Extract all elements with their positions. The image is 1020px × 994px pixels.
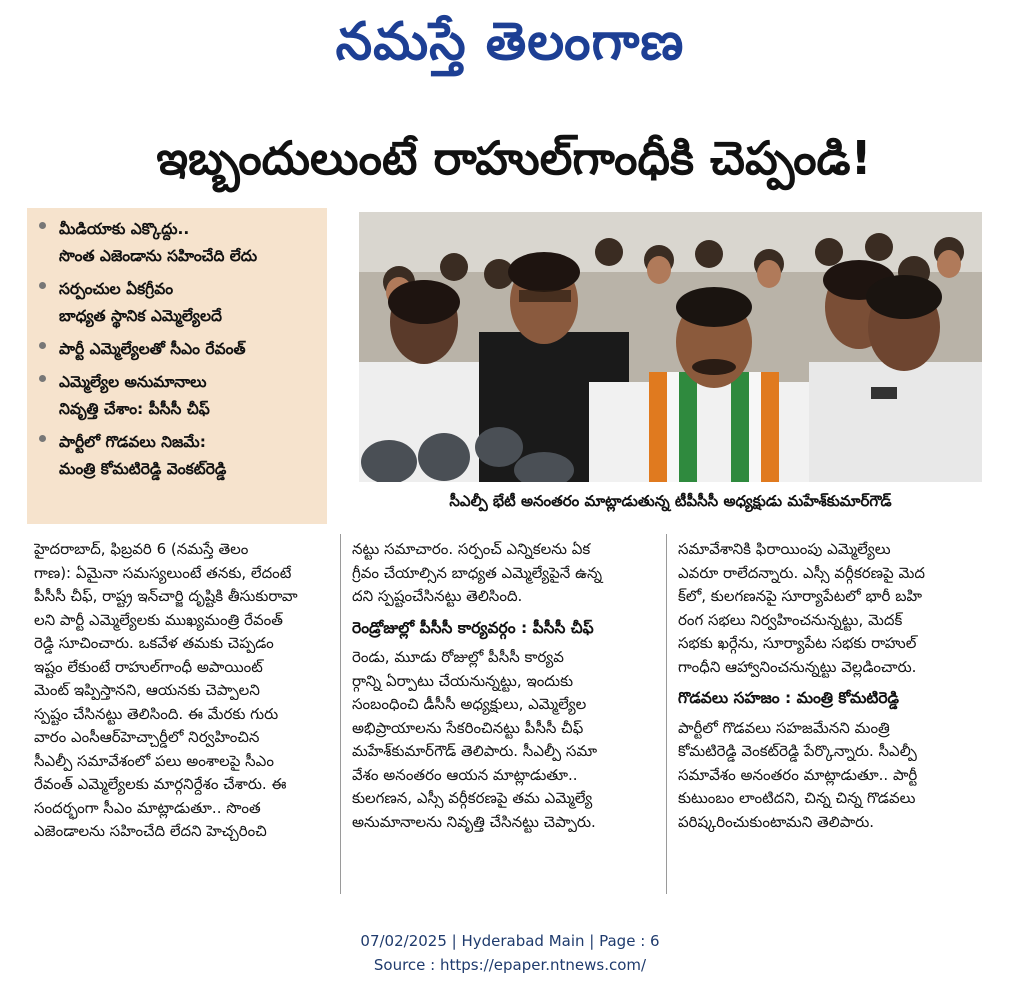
headline <box>24 118 1004 198</box>
article-line: ఎజెండాలను సహించేది లేదని హెచ్చరించి <box>34 822 267 840</box>
article-line: రెండు, మూడు రోజుల్లో పీసీసీ కార్యవ <box>352 648 564 666</box>
article-line: రెడ్డి సూచించారు. ఒకవేళ తమకు చెప్పడం <box>34 634 274 652</box>
article-column-1 <box>34 538 332 844</box>
highlights-list <box>27 208 327 483</box>
article-column-2 <box>352 538 658 834</box>
article-column-3 <box>678 538 984 834</box>
article-line: క్‌లో, కులగణనపై సూర్యాపేటలో భారీ బహి <box>678 587 922 605</box>
article-line: సమావేశానికి ఫిరాయింపు ఎమ్మెల్యేలు <box>678 540 891 558</box>
news-photo <box>359 212 982 482</box>
article-line: ర్గాన్ని ఏర్పాటు చేయనున్నట్టు, ఇందుకు <box>352 671 574 690</box>
article-line: కోమటిరెడ్డి వెంకట్‌రెడ్డి పేర్కొన్నారు. సీఎల్పీ <box>678 742 917 760</box>
highlights-box <box>27 208 327 524</box>
highlight-line: బాధ్యత స్థానిక ఎమ్మెల్యేలదే <box>59 307 222 325</box>
bullet-icon <box>39 222 46 229</box>
highlight-item <box>37 336 321 363</box>
article-line: మెంట్‌ ఇప్పిస్తానని, ఆయనకు చెప్పాలని <box>34 681 260 699</box>
highlight-item <box>37 216 321 270</box>
section-subheading: గొడవలు సహజం : మంత్రి కోమటిరెడ్డి <box>678 689 900 707</box>
article-line: పీసీసీ చీఫ్‌, రాష్ట్ర ఇన్‌చార్జి దృష్టికి తీసుకురావా <box>34 587 298 605</box>
column-divider <box>340 534 341 894</box>
highlight-item <box>37 369 321 423</box>
masthead-title: నమస్తే తెలంగాణ <box>335 12 685 72</box>
article-line: వారం ఎంసీఆర్‌హెచ్చార్డీలో నిర్వహించిన <box>34 728 260 746</box>
article-line: గాణ): ఏమైనా సమస్యలుంటే తనకు, లేదంటే <box>34 563 292 582</box>
article-line: పార్టీలో గొడవలు సహజమేనని మంత్రి <box>678 718 890 737</box>
highlight-item <box>37 276 321 330</box>
highlight-line: సొంత ఎజెండాను సహించేది లేదు <box>59 247 258 265</box>
footer-source[interactable]: Source : https://epaper.ntnews.com/ <box>373 956 647 974</box>
masthead-logo <box>0 4 1020 80</box>
bullet-icon <box>39 435 46 442</box>
crowd-photo-illustration <box>359 212 982 482</box>
article-line: సందర్భంగా సీఎం మాట్లాడుతూ.. సొంత <box>34 798 261 817</box>
highlight-line: ఎమ్మెల్యేల అనుమానాలు <box>59 373 207 391</box>
article-line: మహేశ్‌కుమార్‌గౌడ్‌ తెలిపారు. సీఎల్పీ సమా <box>352 742 598 760</box>
highlight-line: మీడియాకు ఎక్కొద్దు.. <box>59 220 190 238</box>
highlight-line: నివృత్తి చేశాం: పీసీసీ చీఫ్ <box>59 400 210 418</box>
article-line: గాంధీని ఆహ్వానించనున్నట్టు వెల్లడించారు. <box>678 657 917 676</box>
section-subheading: రెండ్రోజుల్లో పీసీసీ కార్యవర్గం : పీసీసీ చీఫ్‌ <box>352 618 594 637</box>
article-line: దని స్పష్టంచేసినట్టు తెలిసింది. <box>352 587 523 605</box>
footer-date-edition: 07/02/2025 | Hyderabad Main | Page : 6 <box>360 932 660 950</box>
article-line: హైదరాబాద్‌, ఫిబ్రవరి 6 (నమస్తే తెలం <box>34 540 249 558</box>
article-line: రంగ సభలు నిర్వహించనున్నట్టు, మెదక్‌ <box>678 610 903 629</box>
highlight-line: పార్టీలో గొడవలు నిజమే: <box>59 433 206 451</box>
column-divider <box>666 534 667 894</box>
article-line: సమావేశం అనంతరం మాట్లాడుతూ.. పార్టీ <box>678 765 918 784</box>
article-line: నట్టు సమాచారం. సర్పంచ్‌ ఎన్నికలను ఏక <box>352 540 591 558</box>
headline-text: ఇబ్బందులుంటే రాహుల్‌గాంధీకి చెప్పండి! <box>156 131 872 185</box>
article-line: ఇష్టం లేకుంటే రాహుల్‌గాంధీ అపాయింట్‌ <box>34 657 263 676</box>
bullet-icon <box>39 342 46 349</box>
article-line: సీఎల్పీ సమావేశంలో పలు అంశాలపై సీఎం <box>34 751 274 770</box>
photo-caption-text: సీఎల్పీ భేటీ అనంతరం మాట్లాడుతున్న టీపీసీసీ అధ్యక్షుడు మహేశ్‌కుమార్‌గౌడ్ <box>449 492 892 510</box>
article-line: ఎవరూ రాలేదన్నారు. ఎస్సీ వర్గీకరణపై మెద <box>678 563 925 582</box>
bullet-icon <box>39 282 46 289</box>
article-line: పరిష్కరించుకుంటామని తెలిపారు. <box>678 812 875 831</box>
highlight-item <box>37 429 321 483</box>
article-line: లని పార్టీ ఎమ్మెల్యేలకు ముఖ్యమంత్రి రేవంత్‌ <box>34 610 283 629</box>
article-line: అభిప్రాయాలను సేకరించినట్టు పీసీసీ చీఫ్‌ <box>352 718 584 737</box>
article-line: సభకు ఖర్గేను, సూర్యాపేట సభకు రాహుల్‌ <box>678 634 917 652</box>
article-line: అనుమానాలను నివృత్తి చేసినట్టు చెప్పారు. <box>352 812 596 831</box>
article-line: స్పష్టం చేసినట్టు తెలిసింది. ఈ మేరకు గురు <box>34 704 279 723</box>
article-line: కులగణన, ఎస్సీ వర్గీకరణపై తమ ఎమ్మెల్యే <box>352 789 593 807</box>
bullet-icon <box>39 375 46 382</box>
article-line: రేవంత్‌ ఎమ్మెల్యేలకు మార్గనిర్దేశం చేశారు. ఈ <box>34 775 287 793</box>
highlight-line: పార్టీ ఎమ్మెల్యేలతో సీఎం రేవంత్ <box>59 340 246 358</box>
photo-caption <box>359 484 982 518</box>
article-line: వేశం అనంతరం ఆయన మాట్లాడుతూ.. <box>352 765 578 784</box>
highlight-line: సర్పంచుల ఏకగ్రీవం <box>59 280 174 298</box>
highlight-line: మంత్రి కోమటిరెడ్డి వెంకట్‌రెడ్డి <box>59 460 227 478</box>
article-line: కుటుంబం లాంటిదని, చిన్న చిన్న గొడవలు <box>678 789 916 807</box>
article-line: సంబంధించి డీసీసీ అధ్యక్షులు, ఎమ్మెల్యేల <box>352 695 587 713</box>
article-line: గ్రీవం చేయాల్సిన బాధ్యత ఎమ్మెల్యేపైనే ఉన్న <box>352 563 603 582</box>
